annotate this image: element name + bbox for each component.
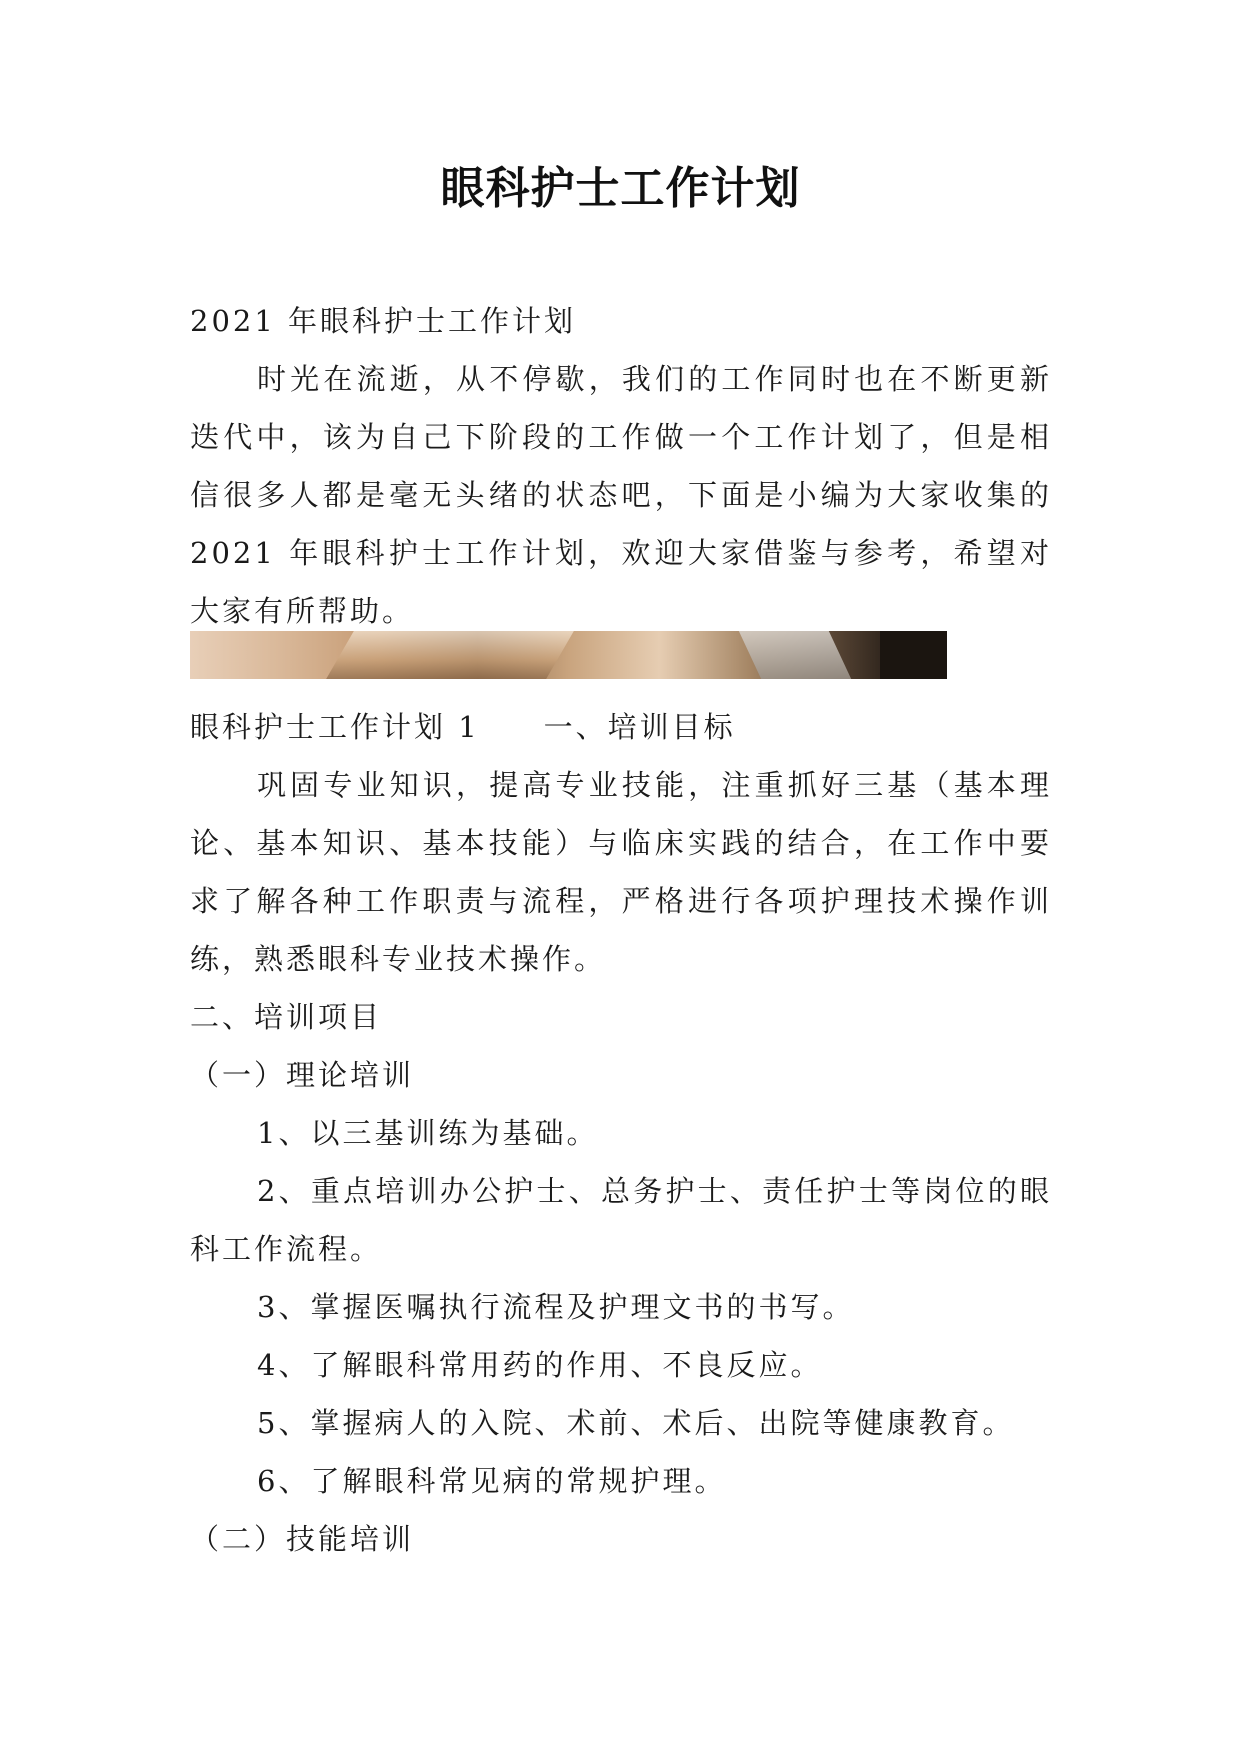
goal-paragraph: 巩固专业知识，提高专业技能，注重抓好三基（基本理论、基本知识、基本技能）与临床实践的结合，在工作中要求了解各种工作职责与流程，严格进行各项护理技术操作训练，熟悉眼科专业技术操作。 bbox=[190, 768, 1052, 976]
list-item: 4、了解眼科常用药的作用、不良反应。 bbox=[257, 1348, 823, 1382]
document-title: 眼科护士工作计划 bbox=[440, 163, 801, 214]
plan-heading: 眼科护士工作计划 1 一、培训目标 bbox=[190, 710, 736, 744]
list-item: 6、了解眼科常见病的常规护理。 bbox=[257, 1464, 727, 1498]
document-subtitle: 2021 年眼科护士工作计划 bbox=[190, 304, 577, 338]
section-heading-training-items: 二、培训项目 bbox=[190, 1000, 383, 1034]
list-item: 5、掌握病人的入院、术前、术后、出院等健康教育。 bbox=[257, 1406, 1015, 1440]
image-spacer bbox=[190, 640, 1052, 698]
subsection-skill-training: （二）技能培训 bbox=[190, 1522, 415, 1556]
intro-paragraph: 时光在流逝，从不停歇，我们的工作同时也在不断更新迭代中，该为自己下阶段的工作做一个工作计划了，但是相信很多人都是毫无头绪的状态吧，下面是小编为大家收集的 2021 年眼科护士工作计划，欢迎大家借鉴与参考，希望对大家有所帮助。 bbox=[190, 362, 1052, 628]
list-item: 2、重点培训办公护士、总务护士、责任护士等岗位的眼科工作流程。 bbox=[190, 1174, 1052, 1266]
subsection-theory-training: （一）理论培训 bbox=[190, 1058, 415, 1092]
list-item: 1、以三基训练为基础。 bbox=[257, 1116, 599, 1150]
document-body bbox=[190, 292, 1052, 1568]
list-item: 3、掌握医嘱执行流程及护理文书的书写。 bbox=[257, 1290, 855, 1324]
